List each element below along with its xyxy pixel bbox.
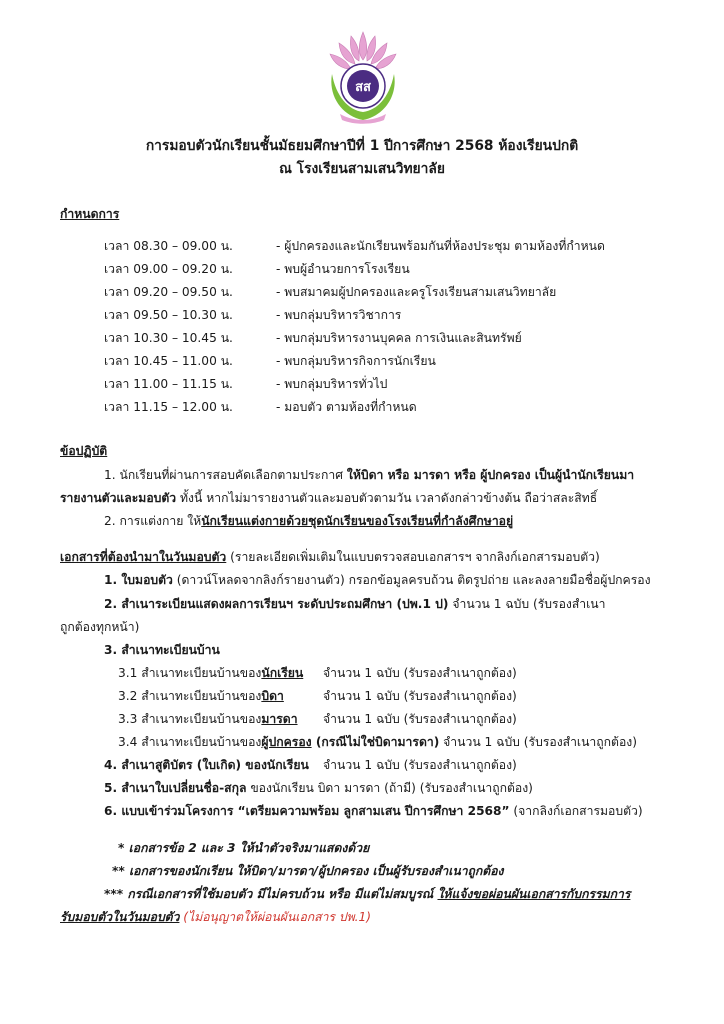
document-item-3-4-emphasis: ผู้ปกครอง (261, 735, 312, 749)
document-item-3-4 (118, 733, 637, 752)
document-item-3-4-text: 3.4 สำเนาทะเบียนบ้านของ (118, 735, 262, 749)
document-item-6-title: 6. แบบเข้าร่วมโครงการ “เตรียมความพร้อม ลูกสามเสน ปีการศึกษา 2568” (104, 804, 510, 818)
document-item-3-1-text: 3.1 สำเนาทะเบียนบ้านของ (118, 666, 262, 680)
rule-2 (104, 512, 513, 531)
rule-2-text: 2. การแต่งกาย ให้ (104, 514, 202, 528)
schedule-time: เวลา 09.20 – 09.50 น. (104, 285, 233, 299)
schedule-activity: - พบกลุ่มบริหารทั่วไป (276, 377, 388, 391)
schedule-time: เวลา 10.45 – 11.00 น. (104, 354, 233, 368)
rule-2-emphasis: นักเรียนแต่งกายด้วยชุดนักเรียนของโรงเรียนที่กำลังศึกษาอยู่ (201, 514, 514, 528)
document-item-3-3-emphasis: มารดา (261, 712, 298, 726)
document-item-4: 4. สำเนาสูติบัตร (ใบเกิด) ของนักเรียน (104, 758, 309, 772)
document-item-4-quantity: จำนวน 1 ฉบับ (รับรองสำเนาถูกต้อง) (323, 758, 517, 772)
page-subtitle: ณ โรงเรียนสามเสนวิทยาลัย (279, 161, 445, 177)
note-3 (104, 885, 630, 904)
document-item-2-title: 2. สำเนาระเบียนแสดงผลการเรียนฯ ระดับประถมศึกษา (ปพ.1 ป) (104, 597, 449, 611)
document-item-2-detail: จำนวน 1 ฉบับ (รับรองสำเนา (448, 597, 606, 611)
schedule-activity: - มอบตัว ตามห้องที่กำหนด (276, 400, 417, 414)
document-item-3-1-quantity: จำนวน 1 ฉบับ (รับรองสำเนาถูกต้อง) (323, 666, 517, 680)
rules-heading: ข้อปฏิบัติ (60, 444, 108, 458)
document-item-3-2-emphasis: บิดา (261, 689, 284, 703)
document-item-3-3 (118, 710, 298, 729)
documents-heading: เอกสารที่ต้องนำมาในวันมอบตัว (60, 550, 227, 564)
note-3-warning: (ไม่อนุญาตให้ผ่อนผันเอกสาร ปพ.1) (179, 910, 371, 924)
schedule-activity: - ผู้ปกครองและนักเรียนพร้อมกันที่ห้องประชุม ตามห้องที่กำหนด (276, 239, 605, 253)
document-item-1 (104, 571, 651, 590)
note-2: ** เอกสารของนักเรียน ให้บิดา/มารดา/ผู้ปกครอง เป็นผู้รับรองสำเนาถูกต้อง (112, 864, 504, 878)
rule-1-emphasis-2: รายงานตัวและมอบตัว (60, 491, 177, 505)
rule-1-line-1 (104, 466, 634, 485)
schedule-time: เวลา 11.15 – 12.00 น. (104, 400, 233, 414)
document-item-6 (104, 802, 643, 821)
schedule-activity: - พบกลุ่มบริหารวิชาการ (276, 308, 402, 322)
schedule-time: เวลา 09.50 – 10.30 น. (104, 308, 233, 322)
svg-text:สส: สส (355, 80, 371, 95)
document-item-3: 3. สำเนาทะเบียนบ้าน (104, 643, 220, 657)
schedule-time: เวลา 10.30 – 10.45 น. (104, 331, 233, 345)
document-item-5-detail: ของนักเรียน บิดา มารดา (ถ้ามี) (รับรองสำเนาถูกต้อง) (246, 781, 533, 795)
document-item-3-2 (118, 687, 284, 706)
note-3-continued (60, 908, 371, 927)
document-item-5-title: 5. สำเนาใบเปลี่ยนชื่อ-สกุล (104, 781, 247, 795)
note-3-text: *** กรณีเอกสารที่ใช้มอบตัว มีไม่ครบถ้วน หรือ มีแต่ไม่สมบูรณ์ (104, 887, 438, 901)
schedule-activity: - พบกลุ่มบริหารกิจการนักเรียน (276, 354, 436, 368)
note-1: * เอกสารข้อ 2 และ 3 ให้นำตัวจริงมาแสดงด้วย (118, 841, 370, 855)
document-item-3-3-quantity: จำนวน 1 ฉบับ (รับรองสำเนาถูกต้อง) (323, 712, 517, 726)
schedule-activity: - พบผู้อำนวยการโรงเรียน (276, 262, 410, 276)
schedule-time: เวลา 09.00 – 09.20 น. (104, 262, 233, 276)
document-item-3-1 (118, 664, 303, 683)
rule-1-text: 1. นักเรียนที่ผ่านการสอบคัดเลือกตามประกาศ (104, 468, 347, 482)
document-item-3-4-quantity: จำนวน 1 ฉบับ (รับรองสำเนาถูกต้อง) (439, 735, 637, 749)
document-item-2 (104, 595, 605, 614)
documents-heading-line (60, 548, 600, 567)
document-item-6-detail: (จากลิงก์เอกสารมอบตัว) (509, 804, 643, 818)
note-3-emphasis: ให้แจ้งขอผ่อนผันเอกสารกับกรรมการ (437, 887, 631, 901)
rule-1-text-2: ทั้งนี้ หากไม่มารายงานตัวและมอบตัวตามวัน เวลาดังกล่าวข้างต้น ถือว่าสละสิทธิ์ (176, 491, 598, 505)
document-item-3-2-text: 3.2 สำเนาทะเบียนบ้านของ (118, 689, 262, 703)
document-item-3-2-quantity: จำนวน 1 ฉบับ (รับรองสำเนาถูกต้อง) (323, 689, 517, 703)
document-item-3-1-emphasis: นักเรียน (261, 666, 304, 680)
schedule-time: เวลา 11.00 – 11.15 น. (104, 377, 233, 391)
note-3-emphasis-2: รับมอบตัวในวันมอบตัว (60, 910, 180, 924)
document-item-1-title: 1. ใบมอบตัว (104, 573, 173, 587)
schedule-heading: กำหนดการ (60, 207, 120, 221)
document-item-3-3-text: 3.3 สำเนาทะเบียนบ้านของ (118, 712, 262, 726)
rule-1-emphasis: ให้บิดา หรือ มารดา หรือ ผู้ปกครอง เป็นผู้นำนักเรียนมา (346, 468, 635, 482)
document-item-5 (104, 779, 533, 798)
rule-1-line-2 (60, 489, 597, 508)
document-item-1-detail: (ดาวน์โหลดจากลิงก์รายงานตัว) กรอกข้อมูลครบถ้วน ติดรูปถ่าย และลงลายมือชื่อผู้ปกครอง (172, 573, 651, 587)
schedule-activity: - พบสมาคมผู้ปกครองและครูโรงเรียนสามเสนวิทยาลัย (276, 285, 557, 299)
school-logo (318, 30, 408, 125)
document-item-2-continued: ถูกต้องทุกหน้า) (60, 620, 140, 634)
schedule-time: เวลา 08.30 – 09.00 น. (104, 239, 233, 253)
document-item-3-4-condition: (กรณีไม่ใช่บิดามารดา) (311, 735, 440, 749)
page-title: การมอบตัวนักเรียนชั้นมัธยมศึกษาปีที่ 1 ปีการศึกษา 2568 ห้องเรียนปกติ (145, 138, 579, 154)
schedule-activity: - พบกลุ่มบริหารงานบุคคล การเงินและสินทรัพย์ (276, 331, 522, 345)
documents-heading-note: (รายละเอียดเพิ่มเติมในแบบตรวจสอบเอกสารฯ จากลิงก์เอกสารมอบตัว) (226, 550, 600, 564)
